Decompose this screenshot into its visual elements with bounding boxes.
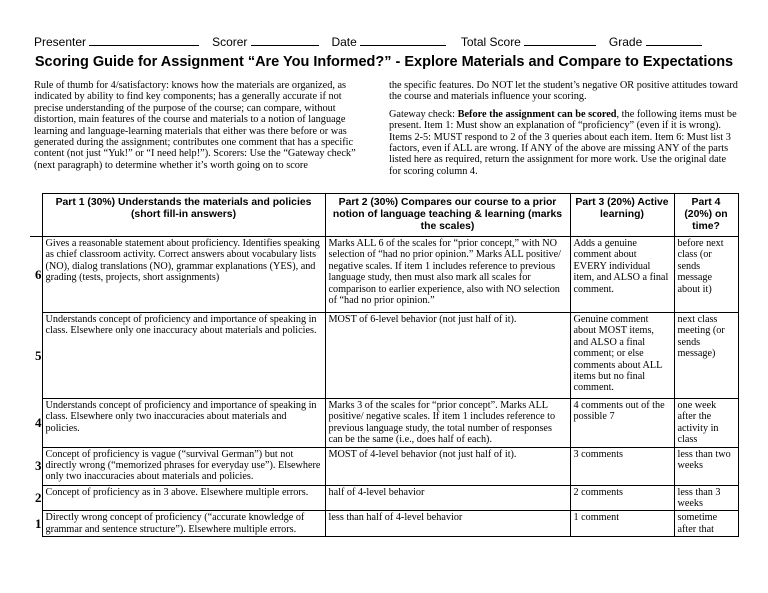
part2-cell: half of 4-level behavior	[325, 485, 570, 511]
part1-cell: Directly wrong concept of proficiency (“accurate knowledge of grammar and sentence structure”). Elsewhere multiple errors.	[42, 511, 325, 537]
level-number: 4	[35, 415, 42, 431]
part2-cell: Marks ALL 6 of the scales for “prior concept,” with NO selection of “had no prior opinion.” Marks ALL positive/ negative scales. If item 1 includes reference to previous language study, then must also mark all scales for comparison to earlier experience, also with NO selection of “had no prior opinion.”	[325, 237, 570, 313]
grade-label: Grade	[608, 35, 643, 49]
gateway-paragraph	[389, 109, 739, 177]
part3-cell: 2 comments	[570, 485, 674, 511]
part4-cell: less than 3 weeks	[674, 485, 738, 511]
part3-cell: Genuine comment about MOST items, and ALSO a final comment; or else comments about ALL items but no final comment.	[570, 313, 674, 399]
gateway-bold: Before the assignment can be scored	[457, 108, 617, 120]
scorer-blank[interactable]	[251, 34, 319, 46]
part4-cell: sometime after that	[674, 511, 738, 537]
part4-cell: before next class (or sends message about it)	[674, 237, 738, 313]
scorer-label: Scorer	[212, 35, 248, 49]
part1-cell: Understands concept of proficiency and importance of speaking in class. Elsewhere only two inaccuracies about materials and policies.	[42, 399, 325, 448]
part1-header: Part 1 (30%) Understands the materials and policies (short fill-in answers)	[42, 194, 325, 237]
page-title: Scoring Guide for Assignment “Are You Informed?” - Explore Materials and Compare to Expectations	[34, 54, 734, 70]
presenter-blank[interactable]	[89, 34, 199, 46]
part2-cell: less than half of 4-level behavior	[325, 511, 570, 537]
part3-header: Part 3 (20%) Active learning)	[570, 194, 674, 237]
level-header	[30, 194, 42, 237]
total-score-label: Total Score	[460, 35, 521, 49]
part1-cell: Understands concept of proficiency and importance of speaking in class. Elsewhere only one inaccuracy about materials and policies.	[42, 313, 325, 399]
intro-left-paragraph: Rule of thumb for 4/satisfactory: knows how the materials are organized, as indicated by ability to find key components; has a generally accurate if not precise understanding of the purpose of the course; can compare, without distortion, main features of the course and materials to a notion of language learning and language-learning materials that either was there before or was generated during the assignment; contributes one comment that has a specific content (not just “Yuk!” or “I need help!”). Scorers: Use the “Gateway check” (next paragraph) to determine whether it’s worth going on to score	[34, 80, 356, 171]
part1-cell: Concept of proficiency is vague (“survival German”) but not directly wrong (“memorized phrases for everyday use”). Elsewhere only two inaccuracies about materials and policies.	[42, 447, 325, 485]
date-label: Date	[331, 35, 357, 49]
part4-cell: next class meeting (or sends message)	[674, 313, 738, 399]
date-blank[interactable]	[360, 34, 446, 46]
table-row	[30, 511, 738, 537]
gateway-prefix: Gateway check:	[389, 108, 458, 120]
part2-header: Part 2 (30%) Compares our course to a prior notion of language teaching & learning (marks the scales)	[325, 194, 570, 237]
part2-cell: MOST of 4-level behavior (not just half of it).	[325, 447, 570, 485]
part3-cell: 4 comments out of the possible 7	[570, 399, 674, 448]
level-number: 3	[35, 458, 42, 474]
scoring-table	[30, 193, 739, 537]
total-score-blank[interactable]	[524, 34, 596, 46]
part3-cell: 1 comment	[570, 511, 674, 537]
level-number: 2	[35, 490, 42, 506]
level-number: 6	[35, 267, 42, 283]
part2-cell: MOST of 6-level behavior (not just half of it).	[325, 313, 570, 399]
table-row	[30, 447, 738, 485]
level-number: 1	[35, 516, 42, 532]
table-row	[30, 237, 738, 313]
part1-cell: Gives a reasonable statement about proficiency. Identifies speaking as chief classroom activity. Correct answers about vocabulary lists (NO), dialog translations (NO), grammar explanations (YES), and grading (tests, projects, short assignments)	[42, 237, 325, 313]
part2-cell: Marks 3 of the scales for “prior concept”. Marks ALL positive/ negative scales. If item 1 includes reference to previous language study, the total number of responses can be the same (i.e., does half of each).	[325, 399, 570, 448]
part4-cell: less than two weeks	[674, 447, 738, 485]
part3-cell: Adds a genuine comment about EVERY individual item, and ALSO a final comment.	[570, 237, 674, 313]
presenter-label: Presenter	[34, 35, 87, 49]
table-row	[30, 313, 738, 399]
part3-cell: 3 comments	[570, 447, 674, 485]
intro-right-paragraph: the specific features. Do NOT let the student’s negative OR positive attitudes toward the course and materials influence your scoring.	[389, 80, 738, 103]
table-header-row	[30, 194, 738, 237]
grade-blank[interactable]	[646, 34, 702, 46]
part4-header: Part 4 (20%) on time?	[674, 194, 738, 237]
table-row	[30, 485, 738, 511]
part4-cell: one week after the activity in class	[674, 399, 738, 448]
intro-right-column	[389, 80, 739, 183]
gateway-text: , the following items must be present. Item 1: Must show an explanation of “proficiency” (even if it is wrong). Items 2-5: MUST respond to 2 of the 3 queries about each item. Item 6: Must list 3 factors, even if ALL are wrong. If ANY of the above are missing ANY of the parts listed here as required, return the assignment for more work. Use the original date for scoring column 4.	[389, 108, 737, 177]
table-row	[30, 399, 738, 448]
level-number: 5	[35, 347, 42, 363]
part1-cell: Concept of proficiency as in 3 above. Elsewhere multiple errors.	[42, 485, 325, 511]
header-fields	[34, 34, 702, 49]
